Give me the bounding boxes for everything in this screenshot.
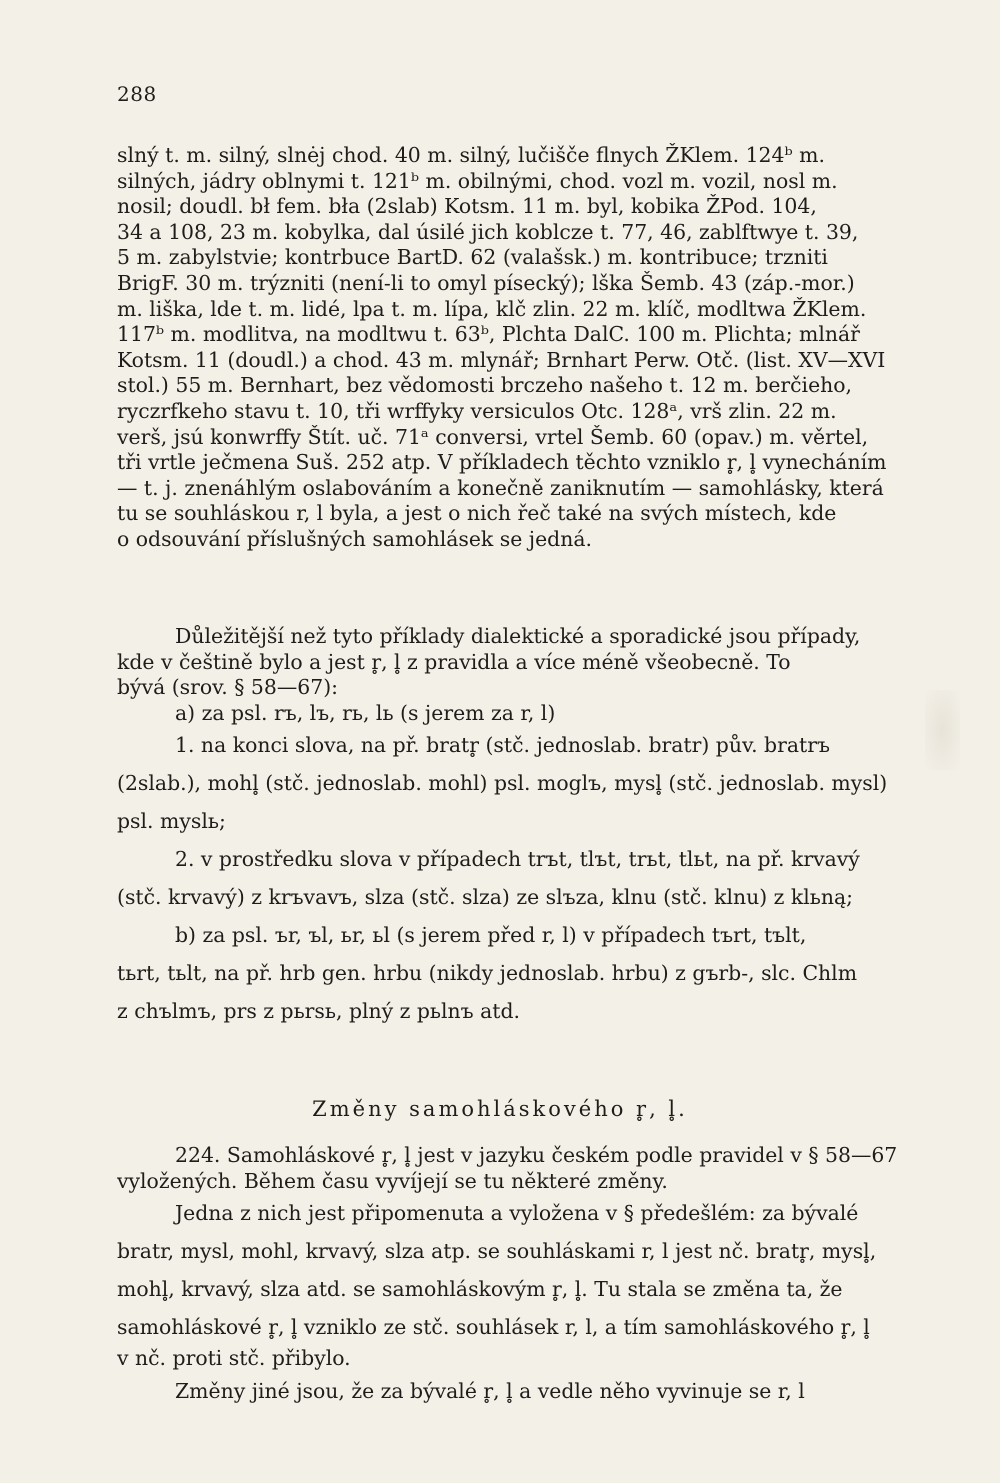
text-line: tři vrtle ječmena Suš. 252 atp. V příkladech těchto vzniklo r̥, l̥ vynecháním xyxy=(117,450,887,475)
text-line: nosil; doudl. bł fem. bła (2slab) Kotsm. 11 m. byl, kobika ŽPod. 104, xyxy=(117,194,817,219)
paragraph-dialect-examples xyxy=(117,143,932,553)
text-line: samohláskové r̥, l̥ vzniklo ze stč. souhlásek r, l, a tím samohláskového r̥, l̥ xyxy=(117,1315,870,1340)
text-line: b) za psl. ъr, ъl, ьr, ьl (s jerem před r, l) v případech tъrt, tъlt, xyxy=(175,923,807,948)
text-line: m. liška, lde t. m. lidé, lpa t. m. lípa, klč zlin. 22 m. klíč, modltwa ŽKlem. xyxy=(117,296,867,321)
paragraph-rules xyxy=(117,624,932,1030)
text-line: verš, jsú konwrffy Štít. uč. 71ᵃ conversi, vrtel Šemb. 60 (opav.) m. věrtel, xyxy=(117,424,869,449)
text-line: 224. Samohláskové r̥, l̥ jest v jazyku českém podle pravidel v § 58—67 xyxy=(175,1143,898,1167)
paragraph-section-224 xyxy=(117,1143,932,1410)
text-line: kde v češtině bylo a jest r̥, l̥ z pravidla a více méně všeobecně. To xyxy=(117,649,791,674)
text-line: bývá (srov. § 58—67): xyxy=(117,675,339,700)
text-line: Jedna z nich jest připomenuta a vyložena v § předešlém: za bývalé xyxy=(175,1201,859,1226)
text-line: BrigF. 30 m. trýzniti (není-li to omyl písecký); lška Šemb. 43 (záp.-mor.) xyxy=(117,270,855,295)
text-line: silných, jádry oblnymi t. 121ᵇ m. obilnými, chod. vozl m. vozil, nosl m. xyxy=(117,168,838,193)
text-line: vyložených. Během času vyvíjejí se tu některé změny. xyxy=(117,1168,668,1193)
page-number: 288 xyxy=(117,82,157,106)
text-line: psl. myslь; xyxy=(117,809,226,834)
text-line: stol.) 55 m. Bernhart, bez vědomosti brczeho našeho t. 12 m. berčieho, xyxy=(117,373,853,398)
text-line: tьrt, tьlt, na př. hrb gen. hrbu (nikdy jednoslab. hrbu) z gъrb-, slc. Chlm xyxy=(117,961,858,986)
text-line: ryczrfkeho stavu t. 10, tři wrffyky versiculos Otc. 128ᵃ, vrš zlin. 22 m. xyxy=(117,398,837,423)
text-line: v nč. proti stč. přibylo. xyxy=(117,1346,351,1371)
text-line: slný t. m. silný, slnėj chod. 40 m. silný, lučišče flnych ŽKlem. 124ᵇ m. xyxy=(117,143,825,167)
text-line: — t. j. znenáhlým oslabováním a konečně zaniknutím — samohlásky, která xyxy=(117,475,884,500)
text-line: z chъlmъ, prs z pьrsь, plný z pьlnъ atd. xyxy=(117,999,521,1024)
text-line: 2. v prostředku slova v případech trъt, tlъt, trьt, tlьt, na př. krvavý xyxy=(175,847,860,872)
section-heading: Změny samohláskového r̥, l̥. xyxy=(312,1097,688,1121)
text-line: 1. na konci slova, na př. bratr̥ (stč. jednoslab. bratr) pův. bratrъ xyxy=(175,733,830,758)
paper-smudge xyxy=(925,690,960,770)
text-line: mohl̥, krvavý, slza atd. se samohláskovým r̥, l̥. Tu stala se změna ta, že xyxy=(117,1277,843,1302)
text-line: (2slab.), mohl̥ (stč. jednoslab. mohl) psl. moglъ, mysl̥ (stč. jednoslab. mysl) xyxy=(117,771,888,796)
text-line: Kotsm. 11 (doudl.) a chod. 43 m. mlynář; Brnhart Perw. Otč. (list. XV—XVI xyxy=(117,347,886,372)
text-line: o odsouvání příslušných samohlásek se jedná. xyxy=(117,526,592,551)
text-line: 5 m. zabylstvie; kontrbuce BartD. 62 (valašsk.) m. kontribuce; trzniti xyxy=(117,245,828,270)
text-line: 34 a 108, 23 m. kobylka, dal úsilé jich koblcze t. 77, 46, zablftwye t. 39, xyxy=(117,219,859,244)
text-line: bratr, mysl, mohl, krvavý, slza atp. se souhláskami r, l jest nč. bratr̥, mysl̥, xyxy=(117,1239,877,1264)
text-line: a) za psl. rъ, lъ, rь, lь (s jerem za r, l) xyxy=(175,700,556,725)
text-line: 117ᵇ m. modlitva, na modltwu t. 63ᵇ, Plchta DalC. 100 m. Plichta; mlnář xyxy=(117,322,860,347)
text-line: Důležitější než tyto příklady dialektické a sporadické jsou případy, xyxy=(175,624,861,648)
text-line: (stč. krvavý) z krъvavъ, slza (stč. slza) ze slъza, klnu (stč. klnu) z klьną; xyxy=(117,885,854,910)
text-line: Změny jiné jsou, že za bývalé r̥, l̥ a vedle něho vyvinuje se r, l xyxy=(175,1378,805,1403)
text-line: tu se souhláskou r, l byla, a jest o nich řeč také na svých místech, kde xyxy=(117,501,837,526)
